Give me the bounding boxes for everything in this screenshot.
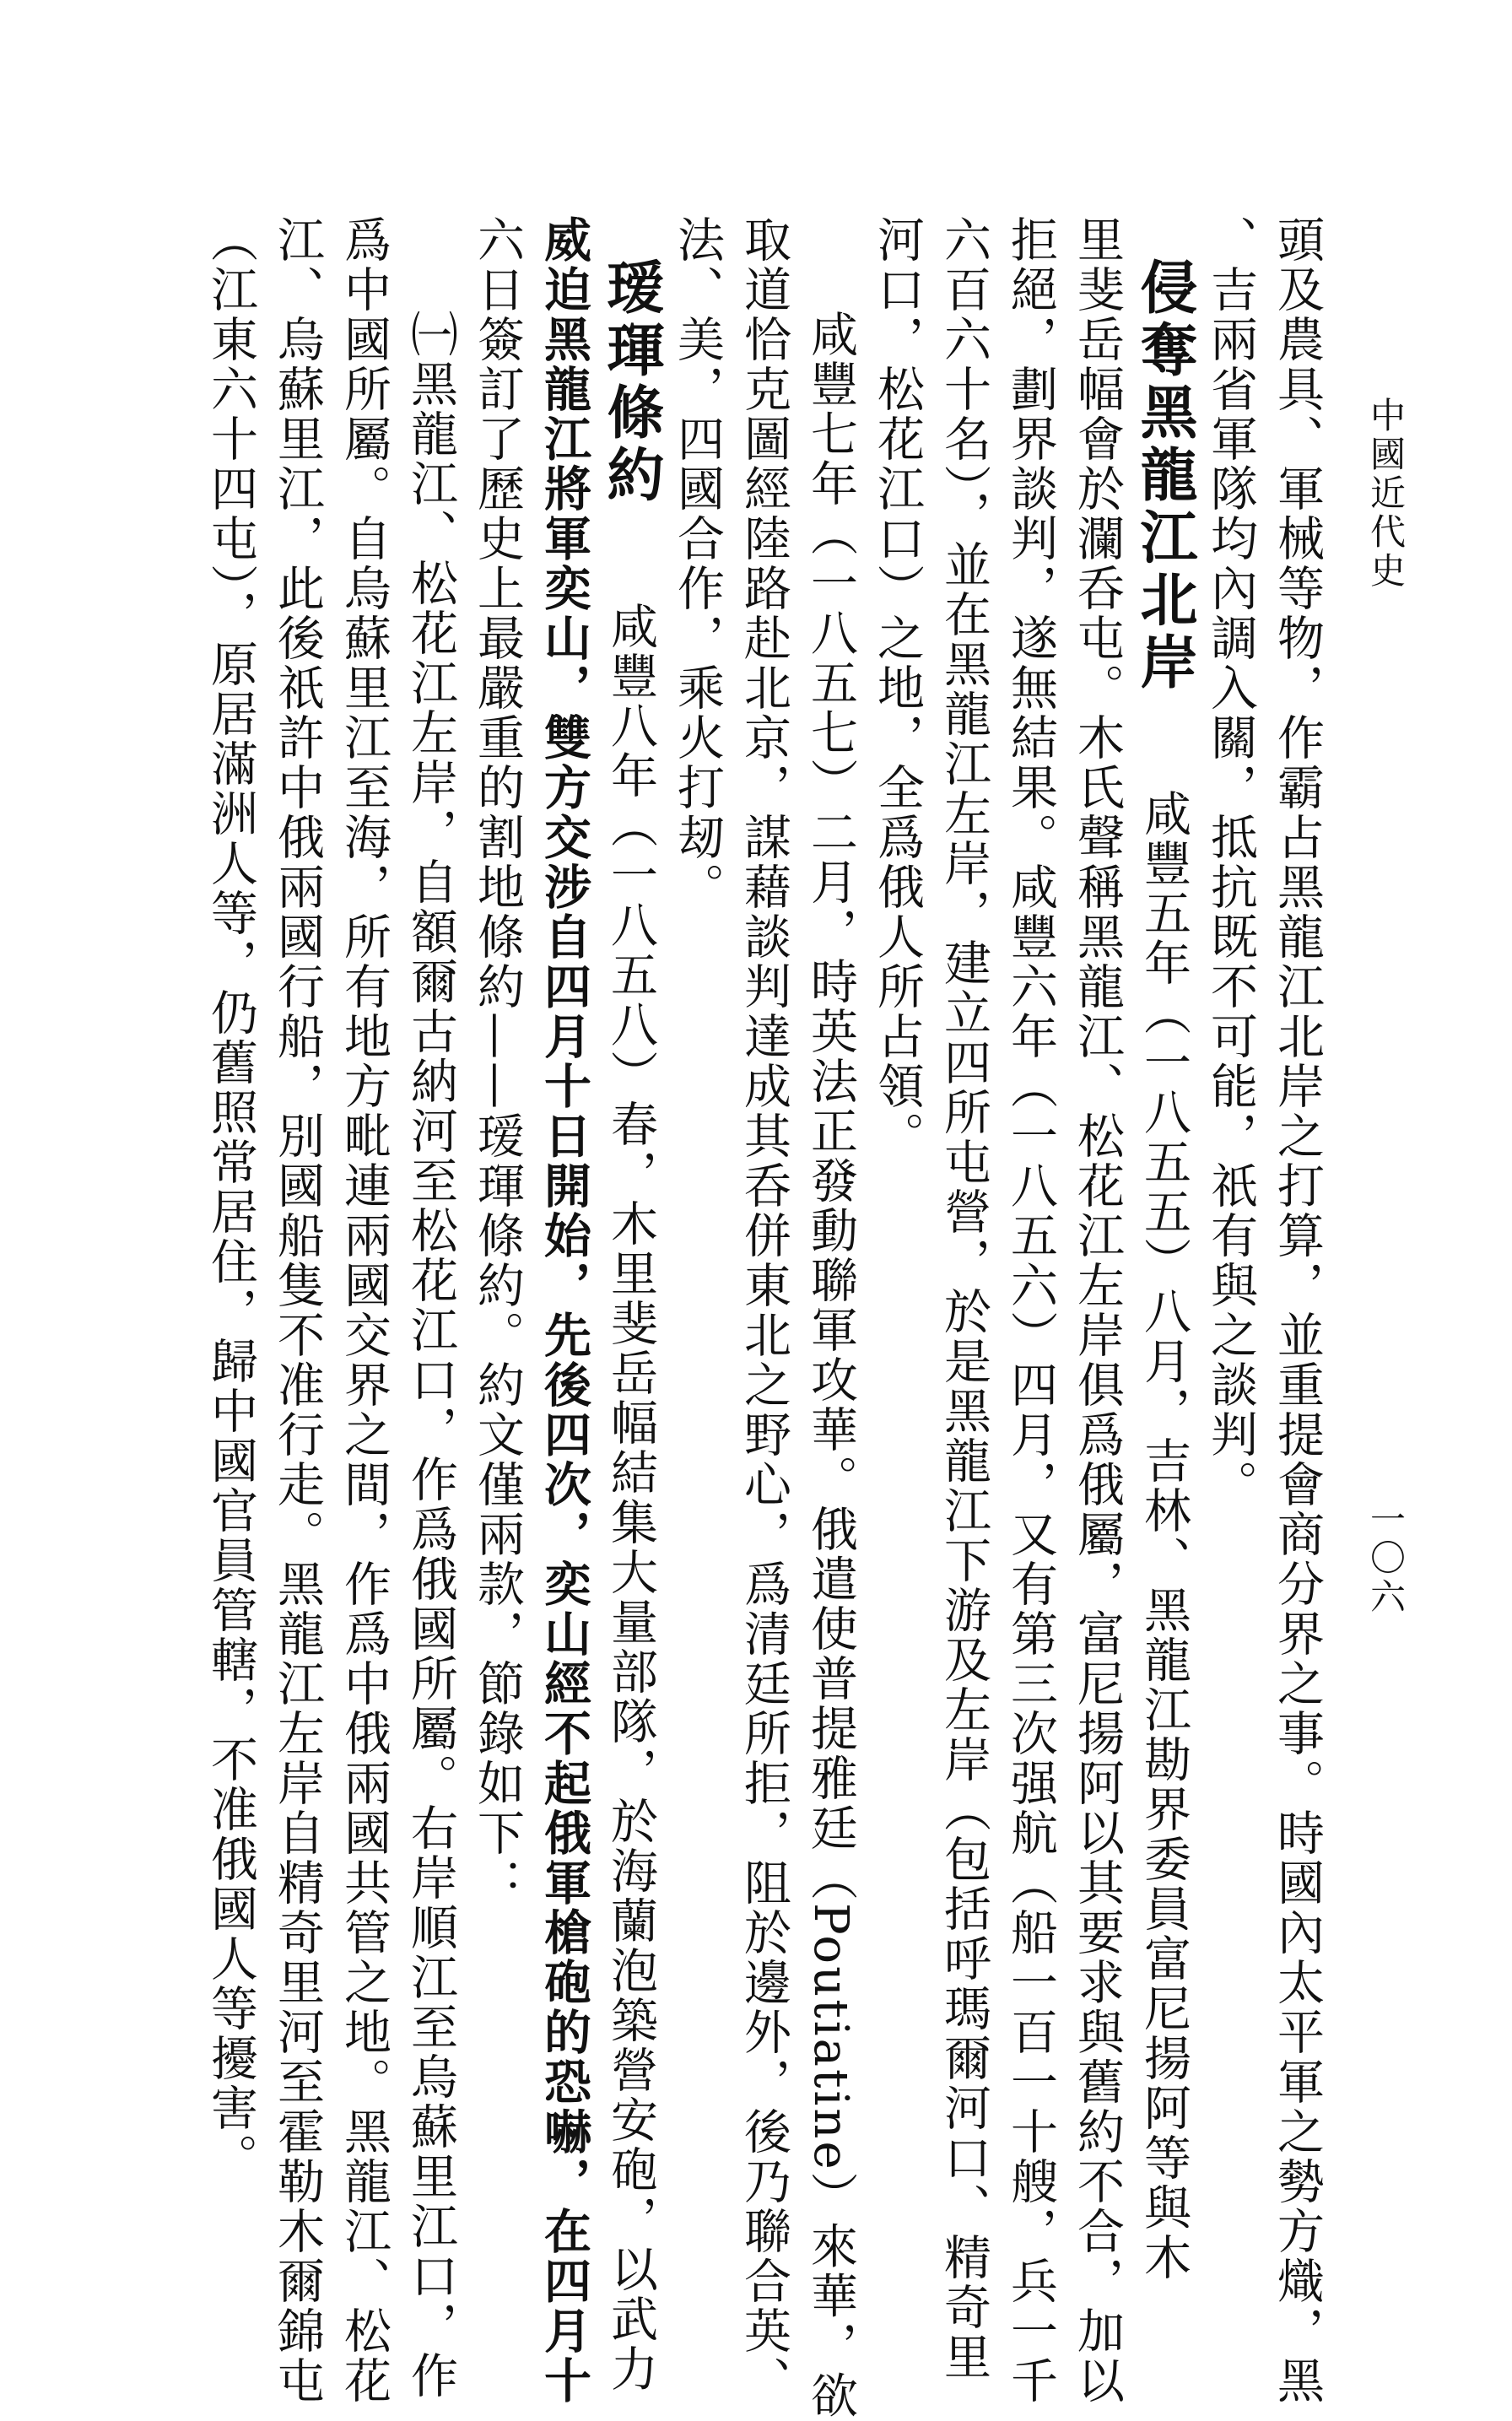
column-text: 取道恰克圖經陸路赴北京，謀藉談判達成其呑併東北之野心，爲清廷所拒，阻於邊外，後乃聯合英、 bbox=[737, 215, 791, 2406]
column-text: （江東六十四屯），原居滿洲人等，仍舊照常居住，歸中國官員管轄，不准俄國人等擾害。 bbox=[203, 215, 258, 2183]
text-column bbox=[470, 215, 524, 2021]
column-text: 拒絕，劃界談判，遂無結果。咸豐六年（一八五六）四月，又有第三次强航（船一百一十艘，兵一千 bbox=[1003, 215, 1058, 2406]
section-heading: 侵奪黑龍江北岸 bbox=[1131, 257, 1197, 694]
text-column bbox=[203, 215, 258, 2183]
section-heading: 瑷琿條約 bbox=[597, 257, 664, 507]
section-column bbox=[1131, 257, 1197, 2283]
column-text: 江、烏蘇里江，此後祇許中俄兩國行船，別國船隻不准行走。黑龍江左岸自精奇里河至霍勒木爾錦屯 bbox=[270, 215, 325, 2406]
text-column bbox=[537, 215, 591, 2406]
column-text: 咸豐五年（一八五五）八月，吉林、黑龍江勘界委員富尼揚阿等與木 bbox=[1137, 789, 1191, 2283]
text-column bbox=[270, 215, 325, 2406]
column-text: ㈠黑龍江、松花江左岸，自額爾古納河至松花江口，作爲俄國所屬。右岸順江至烏蘇里江口，作 bbox=[403, 310, 458, 2401]
page-number: 一〇六 bbox=[1365, 1500, 1407, 1617]
column-text: 咸豐七年（一八五七）二月，時英法正發動聯軍攻華。俄遣使普提雅廷（Poutiatine）來華，欲 bbox=[803, 310, 858, 2421]
text-column bbox=[737, 215, 791, 2406]
column-text: 里斐岳幅會於瀾呑屯。木氏聲稱黑龍江、松花江左岸俱爲俄屬，富尼揚阿以其要求與舊約不合，加以 bbox=[1070, 215, 1125, 2406]
running-title: 中國近代史 bbox=[1365, 397, 1407, 591]
column-text: 六百六十名），並在黑龍江左岸，建立四所屯營，於是黑龍江下游及左岸（包括呼瑪爾河口、精奇里 bbox=[937, 215, 991, 2382]
column-text: 六日簽訂了歷史上最嚴重的割地條約——瑷琿條約。約文僅兩款，節錄如下： bbox=[470, 215, 525, 1908]
column-text: 河口，松花江口）之地，全爲俄人所占領。 bbox=[870, 215, 925, 1161]
section-column bbox=[597, 257, 664, 2394]
text-column bbox=[1003, 215, 1058, 2406]
text-column bbox=[870, 215, 924, 2021]
text-column bbox=[937, 215, 991, 2382]
text-column bbox=[670, 215, 724, 2021]
text-column bbox=[337, 215, 392, 2406]
text-column bbox=[803, 215, 858, 2421]
column-text: 、吉兩省軍隊均內調入關，抵抗既不可能，祇有與之談判。 bbox=[1203, 215, 1258, 1510]
text-column bbox=[1070, 215, 1125, 2406]
column-text: 威迫黑龍江將軍奕山，雙方交涉自四月十日開始，先後四次，奕山經不起俄軍槍砲的恐嚇，在四月十 bbox=[537, 215, 591, 2406]
text-column bbox=[1270, 215, 1325, 2406]
column-text: 咸豐八年（一八五八）春，木里斐岳幅結集大量部隊，於海蘭泡築營安砲，以武力 bbox=[603, 602, 658, 2394]
column-text: 爲中國所屬。自烏蘇里江至海，所有地方毗連兩國交界之間，作爲中俄兩國共管之地。黑龍江、松花 bbox=[337, 215, 392, 2406]
text-column bbox=[1203, 215, 1257, 2021]
column-text: 法、美，四國合作，乘火打刼。 bbox=[670, 215, 725, 912]
text-column bbox=[403, 215, 458, 2401]
column-text: 頭及農具、軍械等物，作霸占黑龍江北岸之打算，並重提會商分界之事。時國內太平軍之勢方熾，黑 bbox=[1270, 215, 1325, 2406]
